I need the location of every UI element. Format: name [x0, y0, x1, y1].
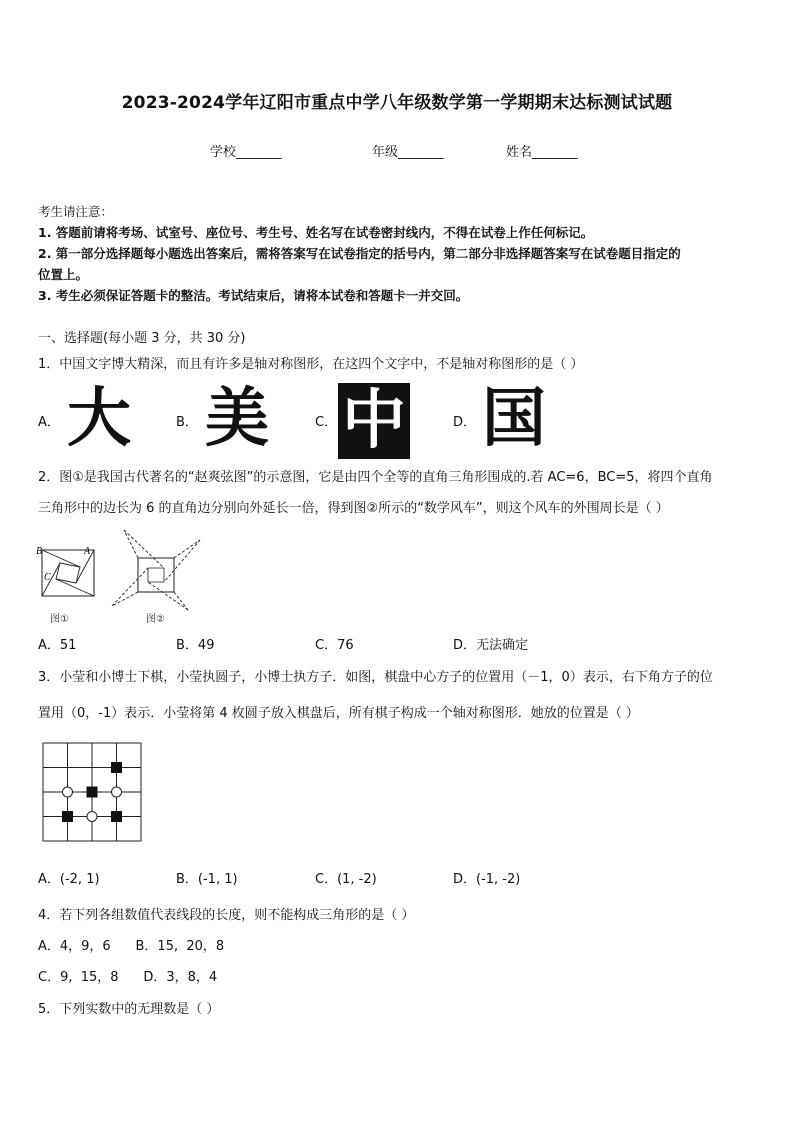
q2-option-b: B．49: [176, 638, 215, 653]
section-heading: 一、选择题(每小题 3 分，共 30 分): [38, 331, 246, 346]
q3-option-d: D．(-1, -2): [453, 872, 521, 887]
question-1-stem: 1．中国文字博大精深，而且有许多是轴对称图形，在这四个文字中，不是轴对称图形的是（ ）: [38, 357, 584, 372]
question-2-line-2: 三角形中的边长为 6 的直角边分别向外延长一倍，得到图②所示的“数学风车”，则这个风车的外围周长是（ ）: [38, 501, 669, 516]
q3-option-a: A．(-2, 1): [38, 872, 100, 887]
notes-heading: 考生请注意：: [38, 204, 114, 219]
grade-blank: _______: [398, 145, 444, 160]
q1-option-a-label: A．: [38, 415, 60, 430]
q1-option-d-glyph: 国: [482, 381, 546, 456]
point-b-label: B: [36, 546, 43, 557]
school-blank: _______: [236, 145, 282, 160]
note-item: 位置上。: [38, 267, 89, 282]
q2-option-d: D．无法确定: [453, 638, 529, 653]
q1-option-b-glyph: 美: [205, 381, 269, 456]
zhao-shuang-figure-1: [34, 540, 104, 600]
round-piece: [87, 812, 97, 822]
name-field: [506, 141, 578, 160]
q1-option-a-glyph: 大: [60, 383, 138, 455]
figure-1-caption: 图①: [50, 614, 69, 625]
note-item: 3. 考生必须保证答题卡的整洁。考试结束后，请将本试卷和答题卡一并交回。: [38, 288, 469, 303]
grade-field: [372, 141, 444, 160]
q4-options-row-2: C．9, 15，8 D．3，8，4: [38, 970, 218, 985]
question-2-line-1: 2．图①是我国古代著名的“赵爽弦图”的示意图，它是由四个全等的直角三角形围成的.若 AC=6，BC=5，将四个直角: [38, 470, 713, 485]
grade-label: 年级: [372, 145, 399, 160]
square-piece: [111, 811, 122, 822]
page-title: 2023-2024学年辽阳市重点中学八年级数学第一学期期末达标测试试题: [121, 93, 673, 113]
q1-option-d-label: D．: [453, 415, 477, 430]
name-blank: _______: [532, 145, 578, 160]
square-piece: [111, 762, 122, 773]
square-piece: [87, 787, 98, 798]
note-item: 1. 答题前请将考场、试室号、座位号、考生号、姓名写在试卷密封线内，不得在试卷上作任何标记。: [38, 225, 594, 240]
q3-option-b: B．(-1, 1): [176, 872, 238, 887]
q2-option-c: C．76: [315, 638, 354, 653]
q1-option-c-glyph: 中: [338, 383, 410, 459]
question-3-line-1: 3．小莹和小博士下棋，小莹执圆子，小博士执方子．如图，棋盘中心方子的位置用（－1，0）表示，右下角方子的位: [38, 670, 713, 685]
question-5-stem: 5．下列实数中的无理数是（ ）: [38, 1002, 220, 1017]
note-item: 2. 第一部分选择题每小题选出答案后，需将答案写在试卷指定的括号内，第二部分非选择题答案写在试卷题目指定的: [38, 246, 681, 261]
round-piece: [63, 787, 73, 797]
round-piece: [112, 787, 122, 797]
point-a-label: A: [84, 546, 91, 557]
point-c-label: C: [44, 572, 51, 583]
question-4-stem: 4．若下列各组数值代表线段的长度，则不能构成三角形的是（ ）: [38, 908, 415, 923]
question-3-line-2: 置用（0，-1）表示．小莹将第 4 枚圆子放入棋盘后，所有棋子构成一个轴对称图形．她放的位置是（ ）: [38, 706, 639, 721]
school-field: [210, 141, 282, 160]
school-label: 学校: [210, 145, 237, 160]
q2-option-a: A．51: [38, 638, 77, 653]
figure-2-caption: 图②: [146, 614, 165, 625]
square-piece: [62, 811, 73, 822]
q1-option-b-label: B．: [176, 415, 198, 430]
math-windmill-figure-2: [108, 526, 204, 612]
q4-options-row-1: A．4，9，6 B．15, 20，8: [38, 939, 225, 954]
chessboard-figure: [42, 742, 144, 844]
q1-option-c-label: C．: [315, 415, 338, 430]
q3-option-c: C．(1, -2): [315, 872, 377, 887]
name-label: 姓名: [506, 145, 533, 160]
